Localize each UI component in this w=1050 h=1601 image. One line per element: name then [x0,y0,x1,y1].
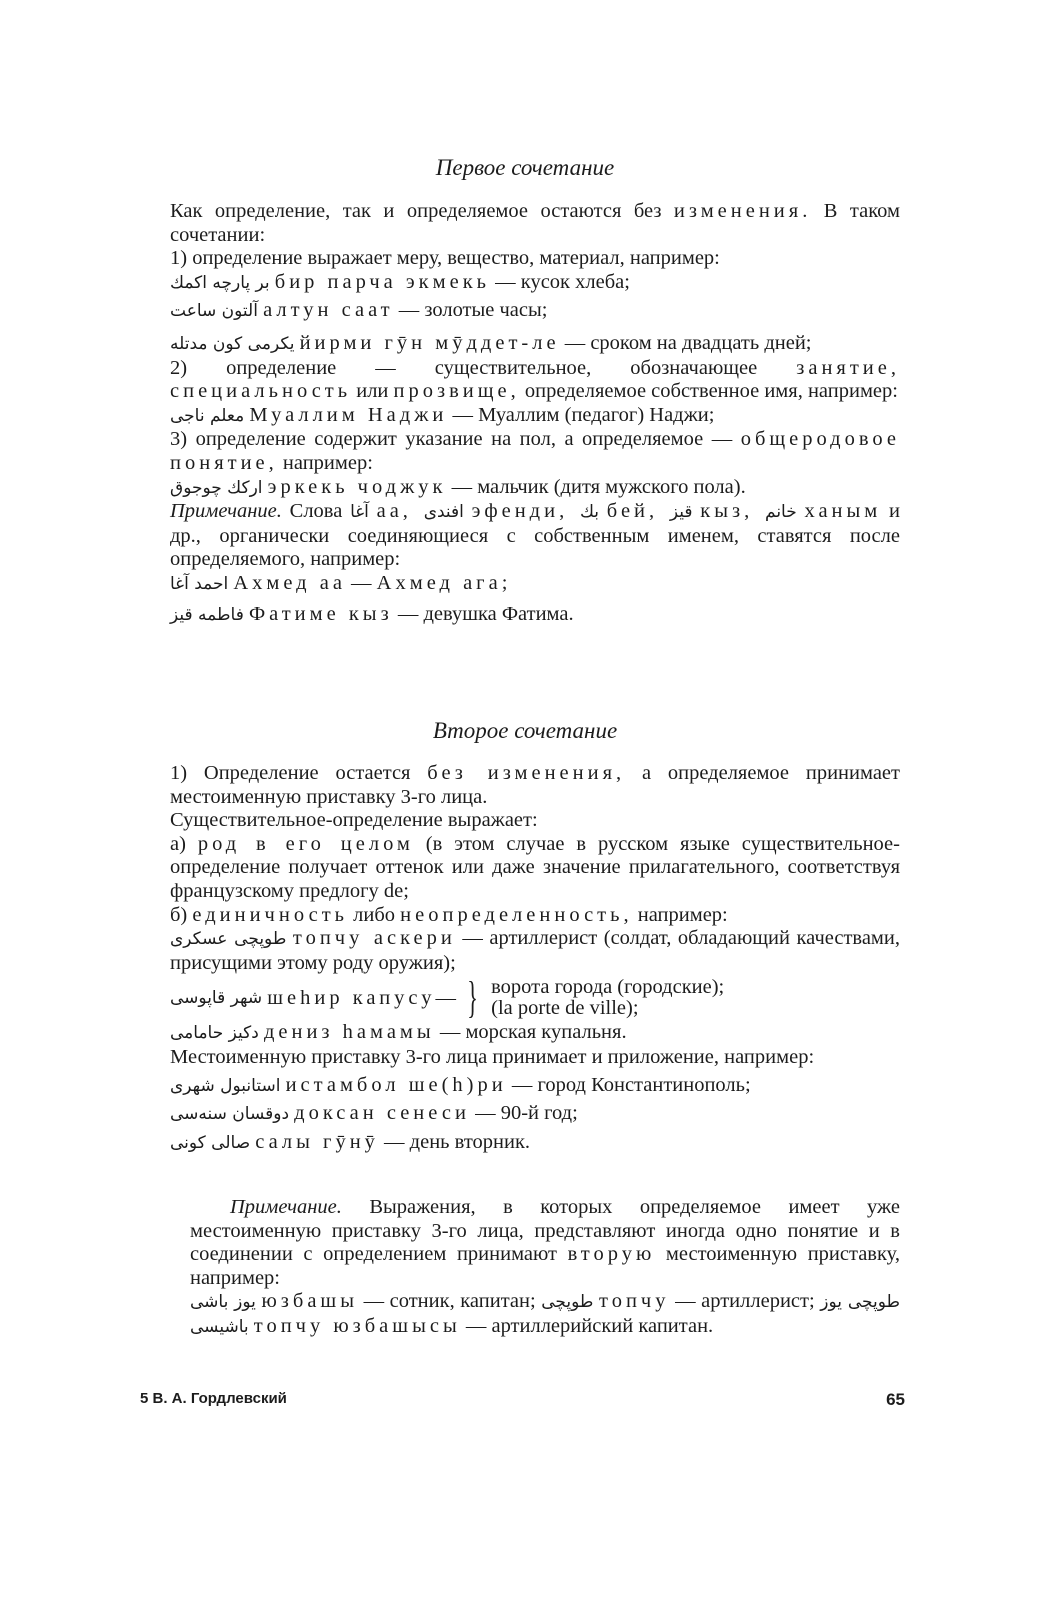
example-line: دوقسان سنه‌سى доксан сенеси — 90-й год; [170,1102,578,1125]
example-line: فاطمه قيز Фатиме кыз — девушка Фатима. [170,602,574,625]
section-title-second: Второе сочетание [432,718,618,743]
arabic-script: احمد آغا [170,573,229,594]
arabic-script: يكرمى كون مدتله [170,333,295,354]
item-3: 3) определение содержит указание на пол, а определяемое — общеродовое понятие, например: [170,428,900,474]
example-line: آلتون ساعت алтун саат — золотые часы; [170,299,548,322]
paragraph-a: а) род в его целом (в этом случае в русском языке существительное-определение получает оттенок или даже значение прилагательного, соответствуя французскому предлогу de; [170,832,900,902]
arabic-script: شهر قاپوسى [170,987,263,1008]
example-line: معلم ناجى Муаллим Наджи — Муаллим (педагог) Наджи; [170,403,715,426]
arabic-script: استانبول شهرى [170,1075,281,1096]
arabic-script: طوپچى عسكرى [170,929,287,950]
intro-paragraph: Как определение, так и определяемое остаются без изменения. В таком сочетании: [170,200,900,246]
brace-lines: ворота города (городские); (la porte de ville); [491,976,725,1020]
arabic-script: صالى كونى [170,1132,251,1153]
note-paragraph: Примечание. Слова آغا аа, افندى эфенди, بك бей, قيز кыз, خانم ханым и др., органически соединяющиеся с собственным именем, ставятся после определяемого, например: [170,500,901,571]
note-examples: يوز باشى юзбашы — сотник, капитан; طوپچى топчу — артиллерист; طوپچى يوز باشيسى топчу юзбашысы — артиллерийский капитан. [190,1290,901,1337]
section-title-first: Первое сочетание [435,155,615,180]
note-label: Примечание. [230,1196,342,1218]
note-second [190,1196,900,1340]
paragraph-3: Местоименную приставку 3-го лица принимает и приложение, например: [170,1045,815,1068]
arabic-script: اركك چوجوق [170,477,263,498]
item-2: 2) определение — существительное, обозначающее занятие, специальность или прозвище, определяемое собственное имя, например: [170,356,900,403]
arabic-script: فاطمه قيز [170,604,244,625]
arabic-script: معلم ناجى [170,405,245,426]
arabic-script: آلتون ساعت [170,301,258,322]
note-paragraph: Примечание. Выражения, в которых определяемое имеет уже местоименную приставку 3-го лица, представляют иногда одно понятие и в соединении с определением принимают вторую местоименную приставку, например: [190,1196,900,1289]
arabic-script: دكيز حامامى [170,1023,259,1044]
example-line: استانبول شهرى истамбол ше(h)ри — город Константинополь; [170,1073,751,1096]
example-line: يكرمى كون مدتله йирми гӯн мӯддет-ле — сроком на двадцать дней; [170,331,812,354]
example-line: بر پارچه اكمك бир парча экмекь — кусок хлеба; [170,270,630,293]
item-1: 1) определение выражает меру, вещество, материал, например: [170,247,720,270]
note-label: Примечание. [170,500,282,523]
signature-mark: 5 В. А. Гордлевский [140,1390,287,1407]
brace: } [467,973,478,1023]
page-number: 65 [886,1390,905,1409]
arabic-script: بر پارچه اكمك [170,272,270,293]
example-line: شهر قاپوسى шеhир капусу — } ворота города (городские); (la porte de ville); [170,973,725,1023]
example-line: اركك چوجوق эркекь чоджук — мальчик (дитя мужского пола). [170,475,746,498]
example-line: احمد آغا Ахмед аа — Ахмед ага; [170,571,512,594]
paragraph-1: 1) Определение остается без изменения, а определяемое принимает местоименную приставку 3-го лица. [170,762,900,808]
paragraph-b: б) единичность либо неопределенность, например: [170,903,728,926]
example-line: صالى كونى салы гӯнӯ — день вторник. [170,1130,531,1153]
section-first-body [130,200,900,627]
example-line: طوپچى عسكرى топчу аскери — артиллерист (солдат, обладающий качествами, присущими этому роду оружия); [170,927,900,974]
arabic-script: دوقسان سنه‌سى [170,1104,290,1125]
example-line: دكيز حامامى дениз hамамы — морская купальня. [170,1021,627,1044]
paragraph-2: Существительное-определение выражает: [170,809,538,832]
section-second-body [130,762,900,1155]
